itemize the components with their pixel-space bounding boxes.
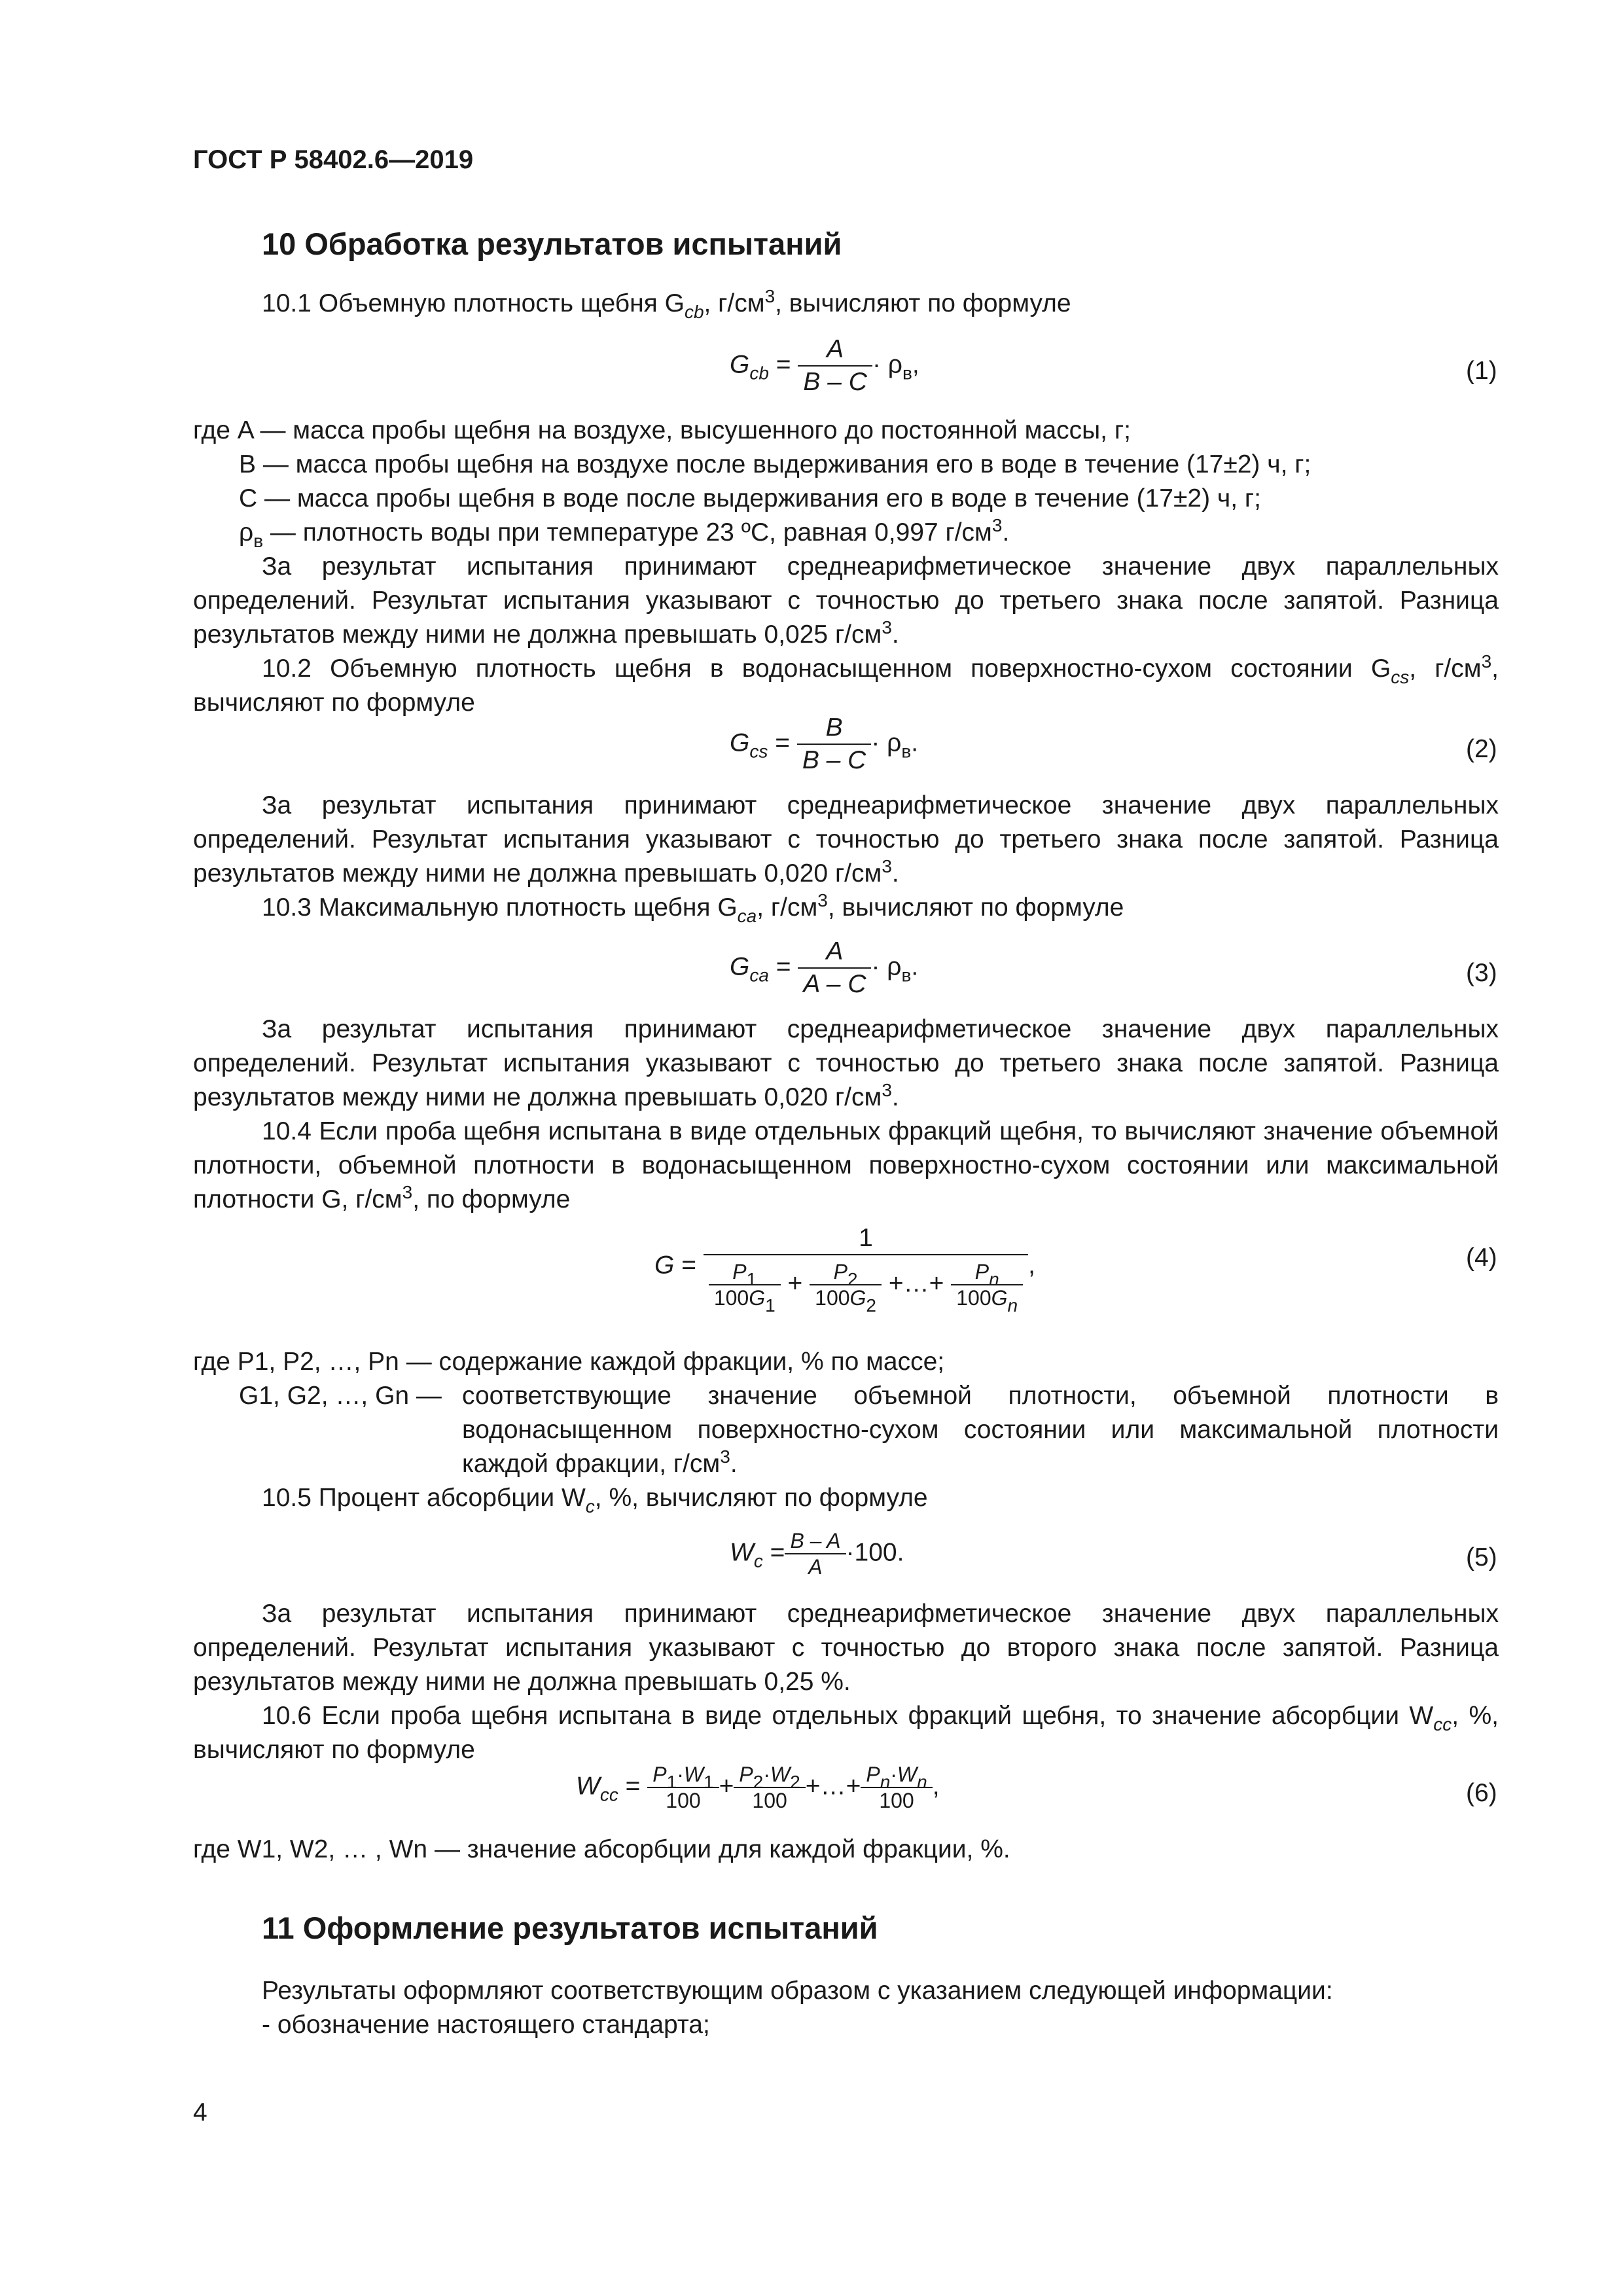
formula-3: $G_{ca}$ = $\frac{A}{A - C}$ · $\rho_в$. [730,937,919,998]
formula-5-number: (5) [1466,1543,1497,1571]
result-paragraph-5: За результат испытания принимают среднеарифметическое значение двух параллельных определений. Результат испытания указывают с точностью до второго знака после запятой. Разница результатов между ними не должна превышать 0,25 %. [193,1600,1499,1696]
formula-4-number: (4) [1466,1244,1497,1272]
where-P: где P1, P2, …, Pn — содержание каждой фракции, % по массе; [193,1348,945,1376]
formula-5: $W_c$ = $\frac{B - A}{A}$ ·100. [730,1529,904,1579]
formula-1: $G_{cb}$ = $\frac{A}{B - C}$ · $\rho_в$, [730,335,919,396]
paragraph-10-6: 10.6 Если проба щебня испытана в виде отдельных фракций щебня, то значение абсорбции $W_{cc}$, %, вычисляют по формуле [193,1702,1499,1764]
where-rho: $\rho_в$ — плотность воды при температуре 23 ºС, равная 0,997 $г/см^3$. [239,515,1010,551]
section-11-item-1: - обозначение настоящего стандарта; [262,2011,710,2039]
result-paragraph-2: За результат испытания принимают среднеарифметическое значение двух параллельных определений. Результат испытания указывают с точностью до третьего знака после запятой. Разница результатов между ними не должна превышать 0,020 $г/см^3$. [193,791,1499,888]
formula-6-number: (6) [1466,1779,1497,1807]
formula-1-number: (1) [1466,357,1497,385]
result-paragraph-3: За результат испытания принимают среднеарифметическое значение двух параллельных определений. Результат испытания указывают с точностью до третьего знака после запятой. Разница результатов между ними не должна превышать 0,020 $г/см^3$. [193,1015,1499,1111]
formula-4: G = 1 $\frac{P_1}{100G_1}$ + $\frac{P_2}{100G_2}$ +…+ $\frac{P_n}{100G_n}$ , [654,1224,1035,1316]
paragraph-10-5: 10.5 Процент абсорбции $W_c$, %, вычисляют по формуле [262,1484,928,1516]
section-10-title: 10 Обработка результатов испытаний [262,226,842,261]
section-11-intro: Результаты оформляют соответствующим образом с указанием следующей информации: [262,1977,1333,2005]
where-W: где W1, W2, … , Wn — значение абсорбции для каждой фракции, %. [193,1835,1010,1863]
document-header: ГОСТ Р 58402.6—2019 [193,145,474,174]
where-G-text: соответствующие значение объемной плотности, объемной плотности в водонасыщенном поверхностно-сухом состоянии или максимальной плотности каждой фракции, $г/см^3$. [462,1382,1499,1478]
where-G-label: G1, G2, …, Gn — [239,1382,442,1410]
paragraph-10-3: 10.3 Максимальную плотность щебня $G_{ca}$, $г/см^3$, вычисляют по формуле [262,890,1124,926]
paragraph-10-4: 10.4 Если проба щебня испытана в виде отдельных фракций щебня, то вычисляют значение объемной плотности, объемной плотности в водонасыщенном поверхностно-сухом состоянии или максимальной плотности G, $г/см^3$, по формуле [193,1117,1499,1213]
paragraph-10-2: 10.2 Объемную плотность щебня в водонасыщенном поверхностно-сухом состоянии $G_{cs}$, $г/см^3$, вычисляют по формуле [193,651,1499,717]
formula-3-number: (3) [1466,959,1497,987]
where-B: B — масса пробы щебня на воздухе после выдерживания его в воде в течение (17±2) ч, г; [239,450,1311,478]
paragraph-10-1: 10.1 Объемную плотность щебня $G_{cb}$, $г/см^3$, вычисляют по формуле [262,286,1071,322]
formula-6: $W_{cc}$ = $\frac{P_1\cdot W_1}{100}$ + $\frac{P_2\cdot W_2}{100}$ +…+ $\frac{P_n\cdot W_n}{100}$ , [576,1763,940,1812]
result-paragraph-1: За результат испытания принимают среднеарифметическое значение двух параллельных определений. Результат испытания указывают с точностью до третьего знака после запятой. Разница результатов между ними не должна превышать 0,025 $г/см^3$. [193,552,1499,649]
page-number: 4 [193,2098,207,2126]
where-A: где A — масса пробы щебня на воздухе, высушенного до постоянной массы, г; [193,416,1131,444]
formula-2-number: (2) [1466,735,1497,763]
where-C: C — масса пробы щебня в воде после выдерживания его в воде в течение (17±2) ч, г; [239,484,1261,512]
formula-2: $G_{cs}$ = $\frac{B}{B - C}$ · $\rho_в$. [730,713,919,774]
section-11-title: 11 Оформление результатов испытаний [262,1910,878,1945]
